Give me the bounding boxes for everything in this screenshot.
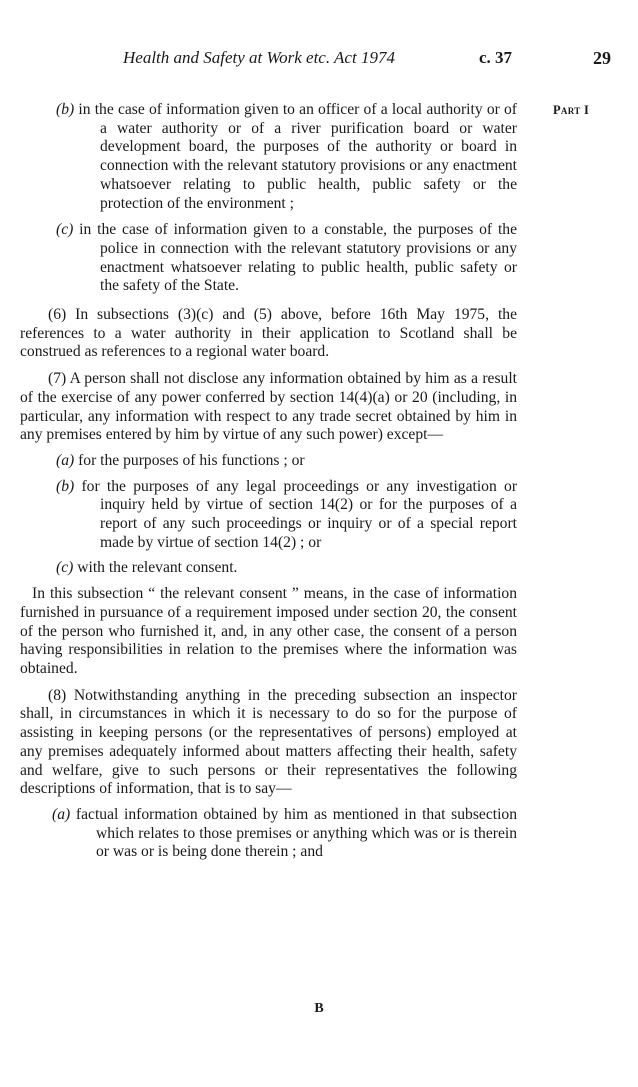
page-number: 29 — [593, 48, 611, 68]
subsection-7-b — [20, 478, 517, 553]
body-text — [20, 101, 517, 862]
item-label: (c) — [56, 559, 74, 577]
item-text: for the purposes of any legal proceedings or any investigation or inquiry held by virtue of section 14(2) or for the purposes of a report of any such proceedings or inquiry or of a special report made by virtue of section 14(2) ; or — [81, 477, 518, 551]
relevant-consent-definition: In this subsection “ the relevant consent ” means, in the case of information furnished in pursuance of a requirement imposed under section 20, the consent of the person who furnished it, and, in any other case, the consent of a person having responsibilities in relation to the premises where the information was obtained. — [20, 585, 517, 677]
item-label: (b) — [56, 477, 75, 495]
signature-mark: B — [314, 1001, 324, 1016]
item-text: with the relevant consent. — [77, 559, 238, 577]
item-text: in the case of information given to an officer of a local authority or of a water authority or of a river purification board or water development board, the purposes of the authority or board in connection with the relevant statutory provisions or any enactment whatsoever relating to public health, public safety or the protection of the environment ; — [78, 101, 517, 212]
item-label: (c) — [56, 221, 74, 239]
subsection-7-c — [20, 559, 517, 578]
item-text: for the purposes of his functions ; or — [78, 451, 305, 469]
subsection-7: (7) A person shall not disclose any information obtained by him as a result of the exercise of any power conferred by section 14(4)(a) or 20 (including, in particular, any information with respect to any trade secret obtained by him in any premises entered by him by virtue of any such power) except— — [20, 370, 517, 444]
item-text: factual information obtained by him as mentioned in that subsection which relates to those premises or anything which was or is therein or was or is being done therein ; and — [75, 805, 517, 861]
item-b — [20, 101, 517, 213]
subsection-7-a — [20, 452, 517, 471]
act-title: Health and Safety at Work etc. Act 1974 — [123, 48, 395, 67]
item-label: (a) — [56, 451, 75, 469]
item-label: (b) — [56, 101, 75, 118]
item-c — [20, 221, 517, 296]
subsection-8: (8) Notwithstanding anything in the preceding subsection an inspector shall, in circumstances in which it is necessary to do so for the purpose of assisting in keeping persons (or the representatives of persons) employed at any premises adequately informed about matters affecting their health, safety and welfare, give to such persons or their representatives the following descriptions of information, that is to say— — [20, 686, 517, 798]
item-label: (a) — [52, 805, 71, 823]
item-text: in the case of information given to a constable, the purposes of the police in connection with the relevant statutory provisions or any enactment whatsoever relating to public health, public safety or the safety of the State. — [79, 221, 517, 295]
subsection-8-a — [20, 806, 517, 862]
chapter-number: c. 37 — [479, 48, 513, 67]
margin-note-part: Part I — [553, 103, 590, 117]
subsection-6: (6) In subsections (3)(c) and (5) above, before 16th May 1975, the references to a water authority in their application to Scotland shall be construed as references to a regional water board. — [20, 306, 517, 361]
running-header — [0, 48, 638, 74]
